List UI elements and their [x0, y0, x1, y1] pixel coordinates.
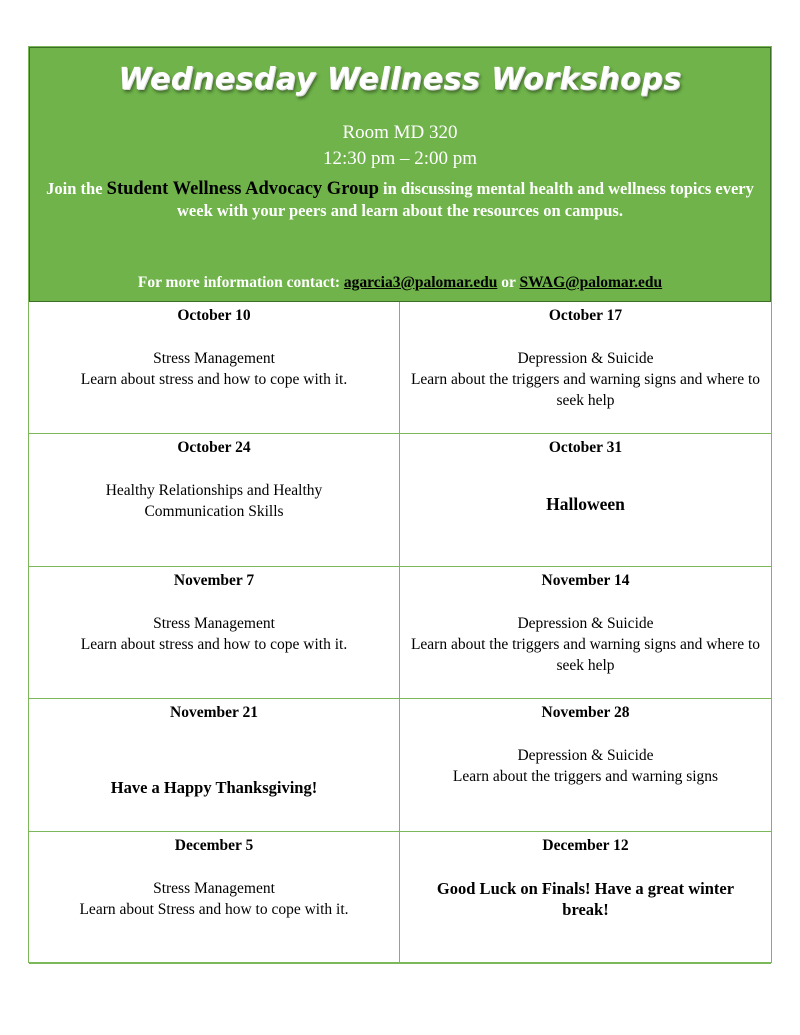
email-link-agarcia[interactable]: agarcia3@palomar.edu	[343, 274, 498, 291]
session-description: Learn about the triggers and warning signs and where to seek help	[410, 371, 761, 409]
session-description: Learn about stress and how to cope with it.	[80, 635, 348, 653]
session-description: Learn about the triggers and warning signs	[452, 768, 719, 786]
session-cell-oct-24	[29, 434, 400, 566]
session-topic: Healthy Relationships and Healthy Communication Skills	[105, 482, 323, 521]
session-topic: Depression & Suicide	[517, 614, 654, 632]
session-cell-nov-14	[400, 567, 771, 699]
session-special: Halloween	[546, 494, 625, 515]
session-topic: Depression & Suicide	[517, 747, 654, 765]
intro-post: in discussing mental health and wellness topics every week with your peers and learn about the resources on campus.	[177, 179, 754, 220]
contact-line	[30, 274, 770, 292]
session-cell-nov-21	[29, 699, 400, 831]
session-special: Have a Happy Thanksgiving!	[110, 778, 318, 798]
session-cell-nov-28	[400, 699, 771, 831]
session-cell-nov-7	[29, 567, 400, 699]
session-cell-dec-5	[29, 832, 400, 964]
session-date: November 21	[170, 704, 258, 722]
contact-or: or	[497, 274, 520, 291]
flyer-title: Wednesday Wellness Workshops	[118, 62, 682, 97]
session-date: December 5	[174, 836, 254, 854]
session-cell-oct-31	[400, 434, 771, 566]
session-description: Learn about Stress and how to cope with it.	[79, 900, 349, 918]
session-cell-dec-12	[400, 832, 771, 964]
session-topic: Stress Management	[153, 879, 275, 897]
session-date: November 28	[541, 704, 630, 722]
schedule-grid	[29, 302, 771, 964]
session-date: October 10	[177, 307, 251, 324]
session-topic: Stress Management	[153, 350, 275, 367]
room-location: Room MD 320	[342, 122, 458, 143]
session-cell-oct-17	[400, 302, 771, 434]
session-date: October 24	[177, 439, 251, 457]
contact-label: For more information contact:	[137, 274, 344, 291]
session-date: October 31	[548, 439, 623, 457]
intro-text	[44, 178, 756, 222]
group-name: Student Wellness Advocacy Group	[106, 179, 379, 199]
session-topic: Stress Management	[153, 614, 275, 632]
session-date: October 17	[548, 307, 623, 324]
session-date: November 14	[541, 571, 630, 589]
session-date: November 7	[173, 571, 255, 589]
session-cell-oct-10	[29, 302, 400, 434]
email-link-swag[interactable]: SWAG@palomar.edu	[519, 274, 663, 291]
flyer	[28, 46, 772, 963]
header-banner	[29, 47, 771, 302]
session-date: December 12	[542, 836, 629, 854]
intro-pre: Join the	[46, 179, 107, 198]
session-description: Learn about stress and how to cope with it.	[80, 371, 348, 388]
session-time: 12:30 pm – 2:00 pm	[322, 148, 478, 169]
session-topic: Depression & Suicide	[517, 350, 654, 367]
session-description: Learn about the triggers and warning signs and where to seek help	[410, 635, 761, 674]
session-special: Good Luck on Finals! Have a great winter break!	[436, 878, 735, 919]
